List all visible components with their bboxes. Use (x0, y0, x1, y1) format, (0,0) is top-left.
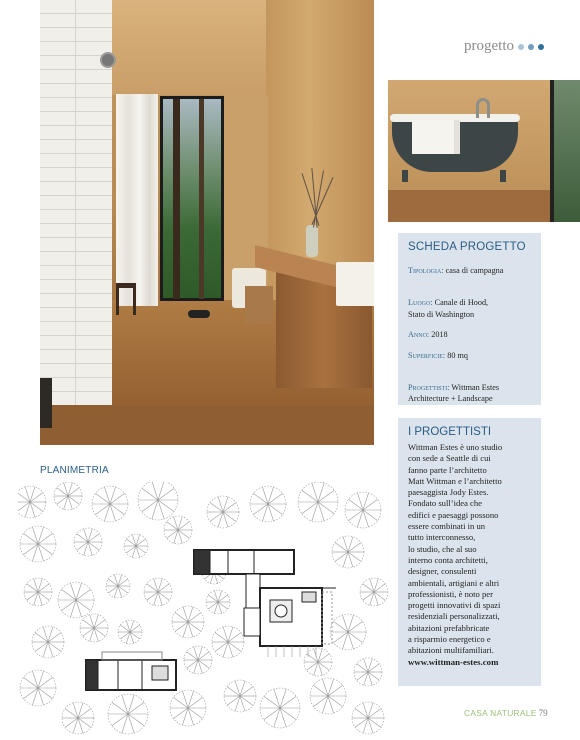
project-sheet (398, 233, 541, 405)
bathtub-photo (388, 80, 580, 222)
small-building-plan (86, 652, 176, 690)
field-value: casa di campagna (443, 266, 504, 275)
field-key: Luogo: (408, 298, 433, 307)
field-progettisti (408, 370, 531, 405)
field-value: Wittman Estes Architecture + Landscape (408, 382, 500, 403)
field-value: 2018 (429, 330, 448, 339)
designers-text: Wittman Estes è uno studio con sede a Seattle di cui fanno parte l’architetto Matt Wittman e l’architetto paesaggista Jody Estes. Fondato sull’idea che edifici e paesaggi possono essere combinati in un tutto interconnesso, lo studio, che al suo interno conta architetti, designer, consulenti ambientali, artigiani e altri professionisti, è noto per progetti innovativi di spazi residenziali personalizzati, abitazioni prefabbricate a risparmio energetico e abitazioni multifamiliari. (408, 442, 503, 656)
dark-panel (40, 378, 52, 428)
vase (306, 225, 318, 257)
main-interior-photo (40, 0, 374, 445)
dot-icon (538, 44, 544, 50)
field-key: Progettisti: (408, 382, 450, 392)
stool (116, 283, 136, 315)
magazine-brand: CASA NATURALE (464, 708, 537, 718)
designers-box (398, 418, 541, 686)
field-superficie (408, 350, 531, 362)
field-value: Canale di Hood, Stato di Washington (408, 298, 489, 319)
project-sheet-title: SCHEDA PROGETTO (408, 241, 526, 253)
faucet-icon (476, 98, 490, 118)
forest-window (160, 96, 224, 301)
towel (412, 120, 460, 154)
section-label: progetto (464, 38, 514, 54)
field-value: 80 mq (445, 350, 468, 360)
field-luogo (408, 286, 531, 321)
field-key: Superficie: (408, 350, 446, 360)
field-anno (408, 329, 531, 341)
dot-icon (518, 44, 524, 50)
wall-lamp-icon (102, 54, 114, 66)
page-number: 79 (538, 708, 548, 718)
dot-icon (528, 44, 534, 50)
designers-title: I PROGETTISTI (408, 426, 492, 438)
field-key: Tipologia: (408, 266, 444, 275)
sink (336, 262, 374, 306)
floor-foreground (40, 405, 374, 445)
field-tipologia (408, 265, 531, 277)
window (550, 80, 580, 222)
floor-plan-drawing (18, 482, 388, 740)
building-plan (194, 550, 336, 657)
field-key: Anno: (408, 330, 430, 339)
wood-bench (245, 286, 273, 324)
slippers (188, 310, 210, 318)
wood-floor (388, 190, 558, 222)
section-header (464, 38, 544, 55)
curtain (116, 94, 158, 306)
page-footer (464, 708, 548, 718)
floor-plan-title: PLANIMETRIA (40, 465, 109, 476)
website-link[interactable]: www.wittman-estes.com (408, 656, 499, 667)
